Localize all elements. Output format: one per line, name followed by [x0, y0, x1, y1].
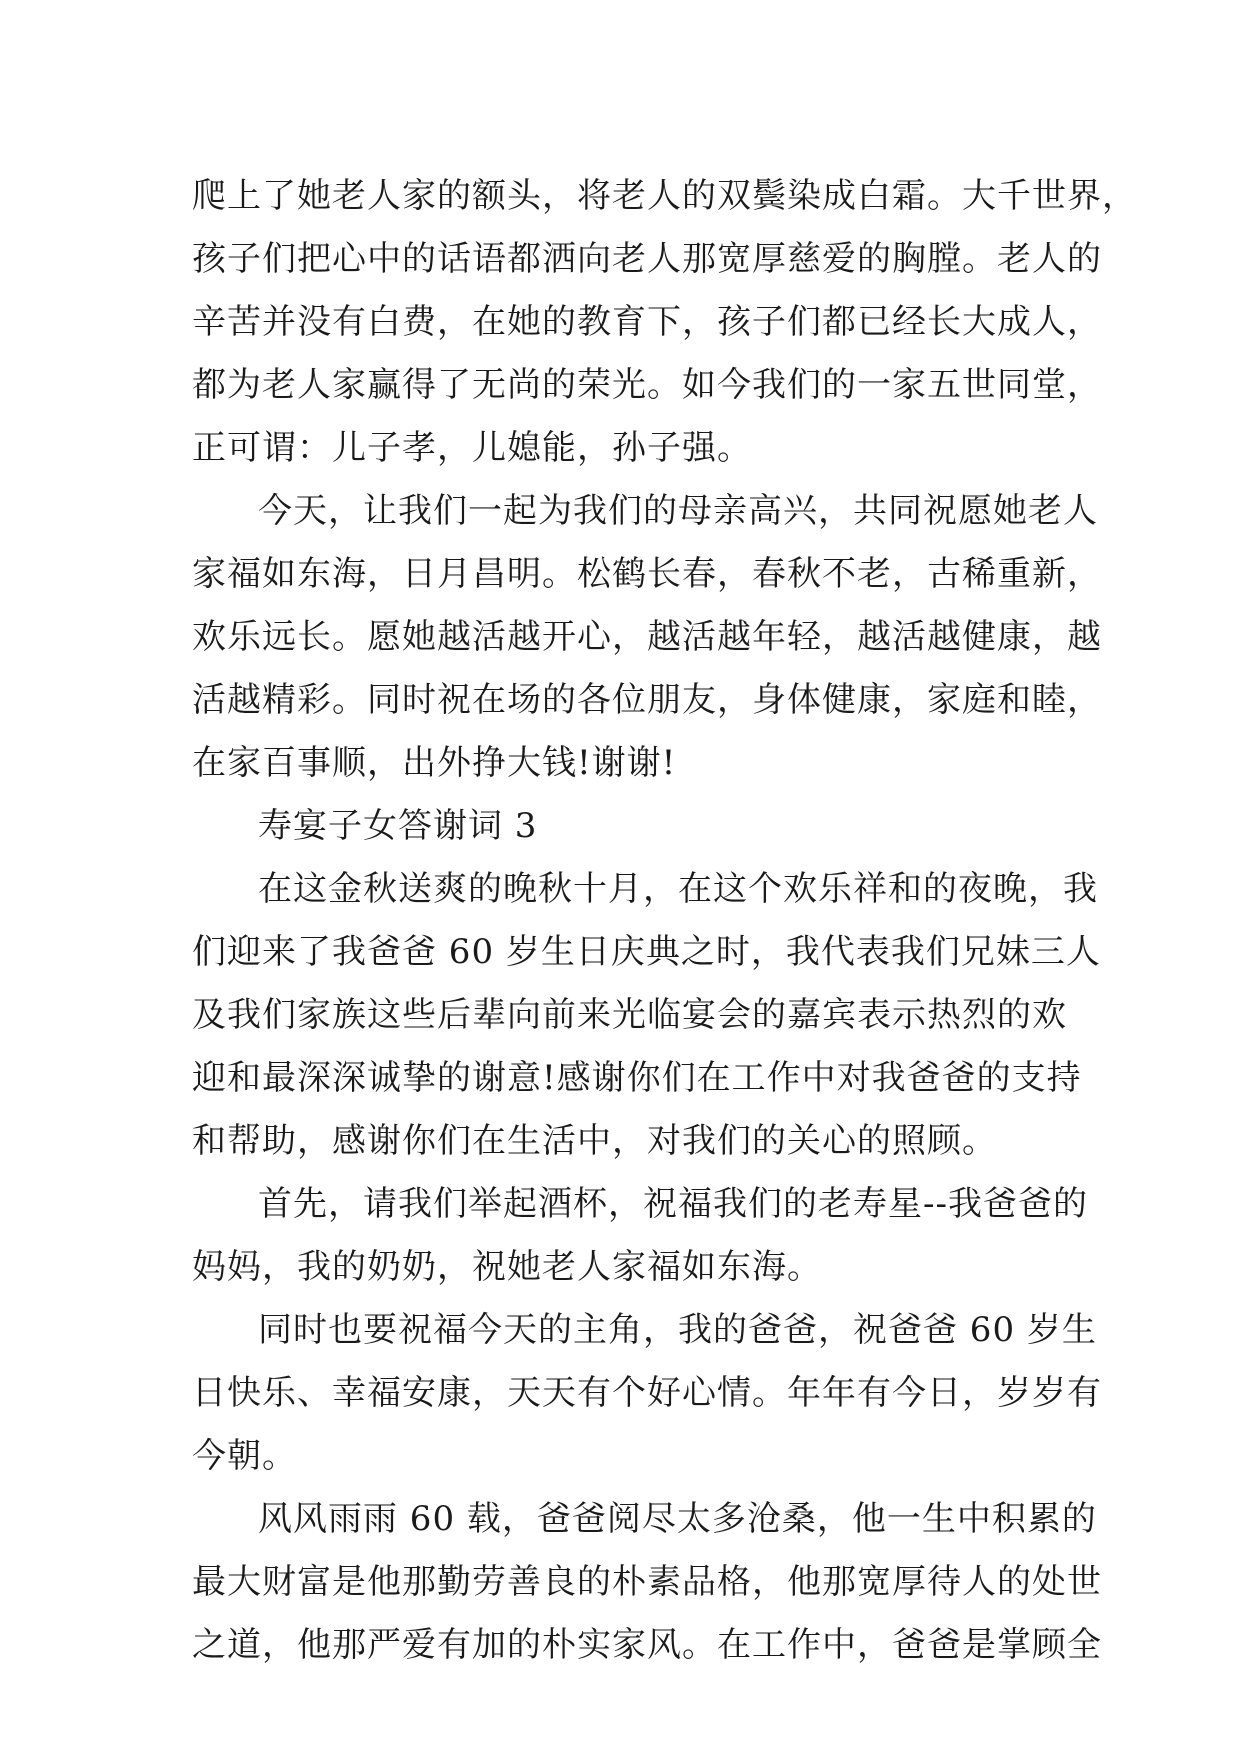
document-body: [192, 165, 1137, 1677]
paragraph-start-line: 今天，让我们一起为我们的母亲高兴，共同祝愿她老人: [258, 491, 1098, 531]
text-line: 辛苦并没有白费，在她的教育下，孩子们都已经长大成人，: [192, 302, 1102, 342]
text-line: 妈妈，我的奶奶，祝她老人家福如东海。: [192, 1247, 822, 1287]
text-line: 之道，他那严爱有加的朴实家风。在工作中，爸爸是掌顾全: [192, 1625, 1102, 1665]
paragraph-start-line: 在这金秋送爽的晚秋十月，在这个欢乐祥和的夜晚，我: [258, 869, 1098, 909]
text-line: 及我们家族这些后辈向前来光临宴会的嘉宾表示热烈的欢: [192, 995, 1067, 1035]
text-line: 爬上了她老人家的额头，将老人的双鬓染成白霜。大千世界，: [192, 176, 1137, 216]
text-line: 家福如东海，日月昌明。松鹤长春，春秋不老，古稀重新，: [192, 554, 1102, 594]
text-line: 欢乐远长。愿她越活越开心，越活越年轻，越活越健康，越: [192, 617, 1102, 657]
paragraph-start-line: 首先，请我们举起酒杯，祝福我们的老寿星--我爸爸的: [258, 1184, 1088, 1224]
text-line: 迎和最深深诚挚的谢意!感谢你们在工作中对我爸爸的支持: [192, 1058, 1082, 1098]
text-line: 最大财富是他那勤劳善良的朴素品格，他那宽厚待人的处世: [192, 1562, 1102, 1602]
paragraph-start-line: 风风雨雨 60 载，爸爸阅尽太多沧桑，他一生中积累的: [258, 1499, 1097, 1539]
section-heading: 寿宴子女答谢词 3: [258, 806, 538, 846]
text-line: 孩子们把心中的话语都洒向老人那宽厚慈爱的胸膛。老人的: [192, 239, 1102, 279]
text-line: 正可谓：儿子孝，儿媳能，孙子强。: [192, 428, 752, 468]
text-line: 日快乐、幸福安康，天天有个好心情。年年有今日，岁岁有: [192, 1373, 1102, 1413]
text-line: 活越精彩。同时祝在场的各位朋友，身体健康，家庭和睦，: [192, 680, 1102, 720]
paragraph-start-line: 同时也要祝福今天的主角，我的爸爸，祝爸爸 60 岁生: [258, 1310, 1097, 1350]
text-line: 们迎来了我爸爸 60 岁生日庆典之时，我代表我们兄妹三人: [192, 932, 1101, 972]
text-line: 在家百事顺，出外挣大钱!谢谢!: [192, 743, 677, 783]
text-line: 今朝。: [192, 1436, 297, 1476]
text-line: 都为老人家赢得了无尚的荣光。如今我们的一家五世同堂，: [192, 365, 1102, 405]
text-line: 和帮助，感谢你们在生活中，对我们的关心的照顾。: [192, 1121, 997, 1161]
